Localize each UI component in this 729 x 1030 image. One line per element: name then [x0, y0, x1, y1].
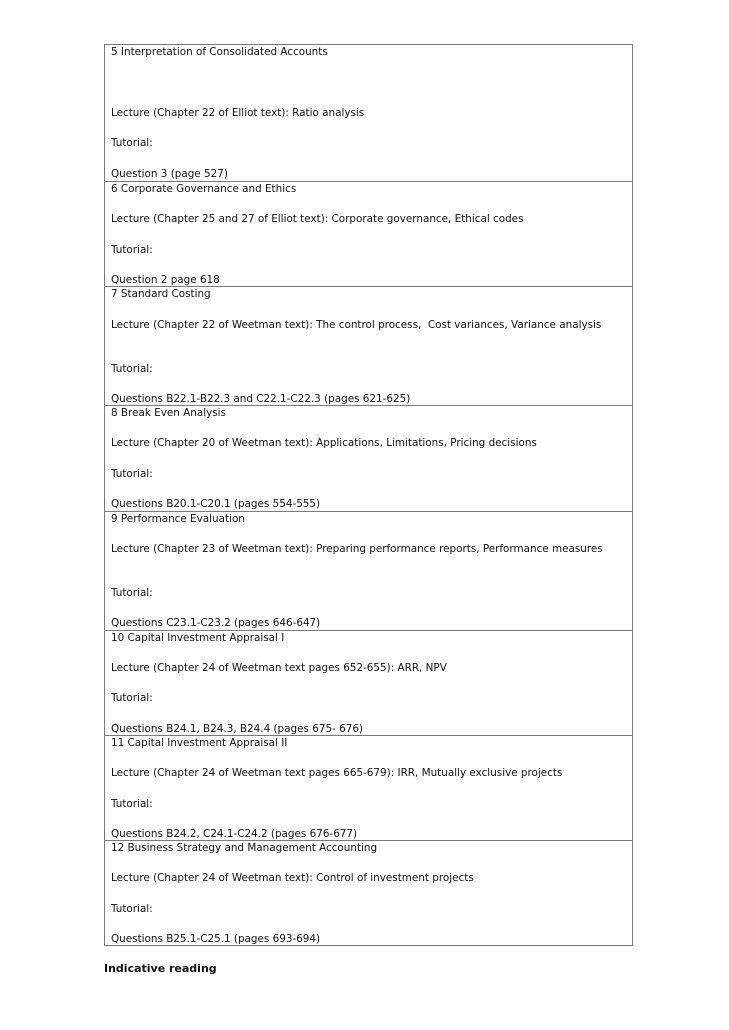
- week-title: 5 Interpretation of Consolidated Accounts: [111, 46, 328, 58]
- tutorial-label: Tutorial:: [111, 798, 153, 810]
- week-row-9: [105, 512, 632, 631]
- week-title: 8 Break Even Analysis: [111, 407, 226, 419]
- lecture-text: Lecture (Chapter 23 of Weetman text): Preparing performance reports, Performance measures: [111, 543, 603, 555]
- lecture-text: Lecture (Chapter 22 of Elliot text): Ratio analysis: [111, 107, 365, 119]
- tutorial-label: Tutorial:: [111, 137, 153, 149]
- week-row-5: [105, 45, 632, 182]
- tutorial-label: Tutorial:: [111, 468, 153, 480]
- questions-text: Questions B20.1-C20.1 (pages 554-555): [111, 498, 321, 510]
- week-row-12: [105, 841, 632, 945]
- questions-text: Questions C23.1-C23.2 (pages 646-647): [111, 617, 321, 629]
- questions-text: Questions B24.2, C24.1-C24.2 (pages 676-677): [111, 828, 358, 840]
- tutorial-label: Tutorial:: [111, 692, 153, 704]
- week-row-10: [105, 631, 632, 736]
- week-title: 7 Standard Costing: [111, 288, 211, 300]
- questions-text: Questions B22.1-B22.3 and C22.1-C22.3 (pages 621-625): [111, 393, 411, 405]
- lecture-text: Lecture (Chapter 20 of Weetman text): Applications, Limitations, Pricing decisions: [111, 437, 537, 449]
- questions-text: Question 2 page 618: [111, 274, 220, 286]
- week-row-6: [105, 182, 632, 287]
- lecture-text: Lecture (Chapter 22 of Weetman text): The control process, Cost variances, Variance analysis: [111, 319, 602, 331]
- questions-text: Question 3 (page 527): [111, 168, 228, 180]
- schedule-table: [104, 44, 633, 946]
- indicative-reading-heading: Indicative reading: [104, 962, 217, 975]
- lecture-text: Lecture (Chapter 25 and 27 of Elliot text): Corporate governance, Ethical codes: [111, 213, 524, 225]
- lecture-text: Lecture (Chapter 24 of Weetman text): Control of investment projects: [111, 872, 474, 884]
- week-title: 11 Capital Investment Appraisal II: [111, 737, 288, 749]
- week-row-11: [105, 736, 632, 841]
- tutorial-label: Tutorial:: [111, 587, 153, 599]
- week-title: 6 Corporate Governance and Ethics: [111, 183, 297, 195]
- week-title: 12 Business Strategy and Management Accounting: [111, 842, 378, 854]
- questions-text: Questions B25.1-C25.1 (pages 693-694): [111, 933, 321, 945]
- week-title: 9 Performance Evaluation: [111, 513, 245, 525]
- lecture-text: Lecture (Chapter 24 of Weetman text pages 652-655): ARR, NPV: [111, 662, 447, 674]
- tutorial-label: Tutorial:: [111, 363, 153, 375]
- lecture-text: Lecture (Chapter 24 of Weetman text pages 665-679): IRR, Mutually exclusive projects: [111, 767, 563, 779]
- week-row-7: [105, 287, 632, 406]
- tutorial-label: Tutorial:: [111, 244, 153, 256]
- questions-text: Questions B24.1, B24.3, B24.4 (pages 675- 676): [111, 723, 363, 735]
- week-title: 10 Capital Investment Appraisal I: [111, 632, 285, 644]
- week-row-8: [105, 406, 632, 512]
- tutorial-label: Tutorial:: [111, 903, 153, 915]
